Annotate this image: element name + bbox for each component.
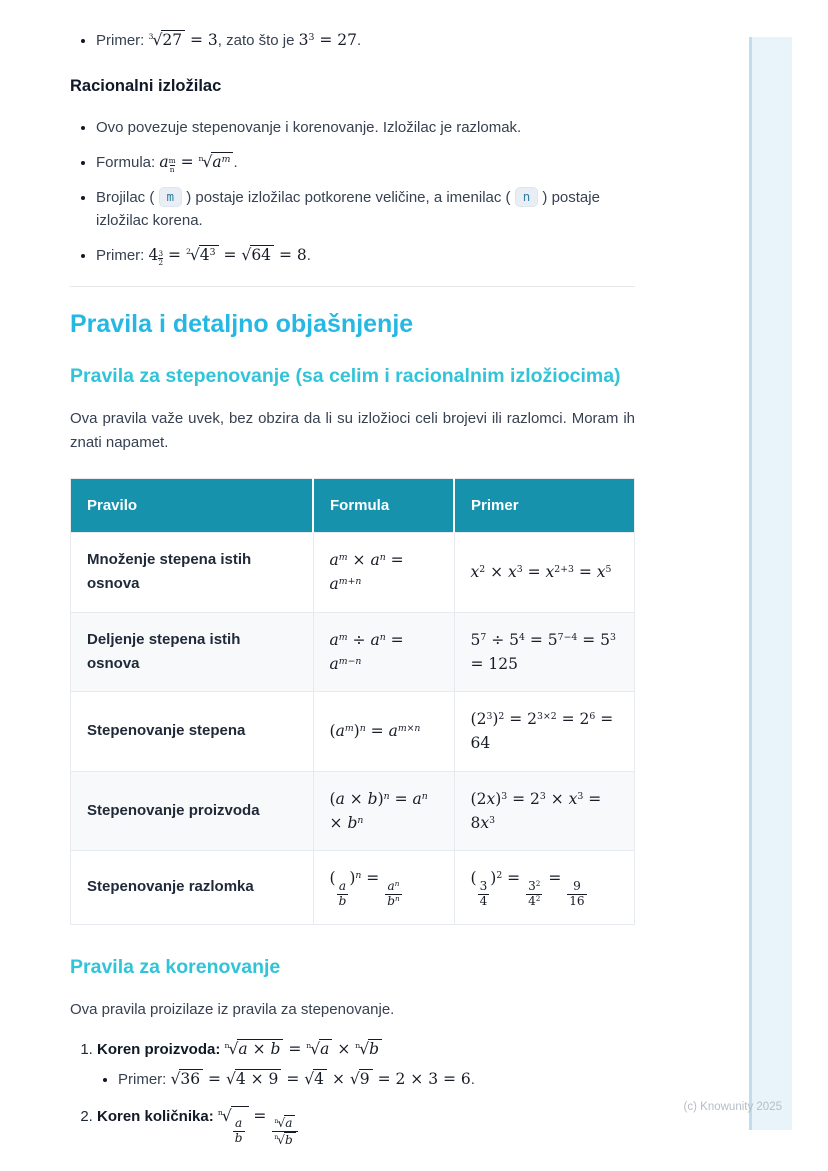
- radical: $^n√a^m$: [199, 153, 234, 171]
- fraction: $\frac{9}{16}$: [569, 878, 585, 908]
- math-expression: ( $\frac{3}{4}$ )$^2$ = $\frac{3^2}{4^2}$ = $\frac{9}{16}$: [471, 869, 588, 887]
- math-expression: $(a \times b)^n = a^n \times b^n$: [329, 789, 428, 832]
- rule-formula-cell: [313, 851, 454, 924]
- rule-formula-cell: [313, 533, 454, 613]
- radical-sign-icon: √: [241, 246, 252, 265]
- table-header-row: [71, 478, 635, 532]
- list-item: [118, 1067, 635, 1091]
- rule-name: Množenje stepena istih osnova: [87, 551, 252, 593]
- rule-primer-cell: [454, 533, 634, 613]
- rule-primer-cell: [454, 771, 634, 851]
- math-expression: $x^2 \times x^3 = x^{2+3} = x^5$: [470, 563, 612, 582]
- table-header-formula: Formula: [313, 478, 454, 532]
- rich-text: [97, 1106, 299, 1148]
- radical: $^n$√a: [275, 1116, 296, 1130]
- rich-text: [97, 1041, 382, 1058]
- math-expression: $5^7 \div 5^4 = 5^{7-4} = 5^3 = 125$: [470, 630, 616, 673]
- intro-bullet-list: [70, 28, 635, 52]
- table-body: [71, 533, 635, 924]
- math-expression: $a^m \times a^n = a^{m+n}$: [329, 551, 404, 594]
- radical-sign-icon: √: [225, 1070, 236, 1089]
- math-expression: a $\frac{m}{n}$ = $^n√a^m$: [159, 153, 233, 171]
- section-divider: [70, 286, 635, 287]
- table-header-primer: Primer: [454, 478, 634, 532]
- section-heading-racionalni-izlozilac: Racionalni izložilac: [70, 77, 222, 96]
- list-item: [97, 1037, 635, 1092]
- fraction: $\frac{a^n}{b^n}$: [387, 878, 400, 908]
- subsection-heading-korenovanje: Pravila za korenovanje: [70, 955, 281, 978]
- rule-formula-cell: [313, 771, 454, 851]
- list-item: [96, 150, 635, 175]
- rule-name: Stepenovanje stepena: [87, 722, 246, 740]
- korenovanje-numbered-list: [70, 1037, 635, 1148]
- math-expression: √36 = √4 × 9 = √4 × √9 = 2 × 3 = 6: [170, 1070, 471, 1089]
- radical: $^2√4^3$: [186, 246, 219, 264]
- math-expression: $(2^3)^2 = 2^{3\times 2} = 2^6 = 64$: [470, 710, 614, 753]
- radical: $^3$√27: [149, 31, 186, 49]
- rule-primer-cell: [454, 851, 634, 924]
- fraction: $\frac{a}{b}$: [234, 1116, 243, 1146]
- fraction: $\frac{a}{b}$: [338, 878, 347, 908]
- radical-sign-icon: √: [310, 1040, 321, 1059]
- rule-name-cell: [71, 851, 314, 924]
- radical-sign-icon: √: [304, 1070, 315, 1089]
- radical-sign-icon: √: [359, 1040, 370, 1059]
- radical: $^n$√ $\frac{a}{b}$: [218, 1107, 249, 1125]
- rich-text: Primer: $^3$√27 = 3, zato što je $3^3 = 27$.: [96, 31, 362, 49]
- rule-name: Stepenovanje proizvoda: [87, 801, 260, 819]
- table-row: [71, 771, 635, 851]
- rich-text: Primer: √36 = √4 × 9 = √4 × √9 = 2 × 3 = 6.: [118, 1070, 475, 1089]
- exponent-fraction: $\frac{m}{n}$: [168, 155, 176, 175]
- radical: √4 × 9: [226, 1070, 281, 1088]
- rule-name: Deljenje stepena istih osnova: [87, 630, 241, 672]
- math-expression: $3^3 = 27$: [298, 31, 358, 49]
- bold-label: Koren količnika:: [97, 1107, 218, 1125]
- math-expression: $^3$√27 = 3: [148, 31, 218, 49]
- subsection-heading-stepenovanje: Pravila za stepenovanje (sa celim i racionalnim izložiocima): [70, 365, 621, 388]
- radical-sign-icon: √: [189, 246, 200, 265]
- right-margin-stripe: [749, 37, 792, 1130]
- math-expression: ( $\frac{a}{b}$ )$^n$ = $\frac{a^n}{b^n}$: [330, 869, 403, 887]
- rule-name-cell: [71, 692, 314, 772]
- rule-name: Stepenovanje razlomka: [87, 878, 254, 896]
- inline-code-badge: m: [159, 187, 183, 208]
- rich-text: Primer: 4 $\frac{3}{2}$ = $^2√4^3 = √64 = 8$.: [96, 246, 311, 268]
- rule-primer-cell: [454, 692, 634, 772]
- rule-name-cell: [71, 612, 314, 692]
- list-item: [96, 116, 635, 139]
- rich-text: Formula: a $\frac{m}{n}$ = $^n√a^m$ .: [96, 153, 238, 175]
- inline-code-badge: n: [515, 187, 539, 208]
- radical-sign-icon: √: [170, 1070, 181, 1089]
- paragraph-korenovanje-intro: Ova pravila proizilaze iz pravila za stepenovanje.: [70, 1000, 395, 1018]
- list-item: [96, 243, 635, 268]
- rich-text: Brojilac ( m ) postaje izložilac potkorene veličine, a imenilac ( n ) postaje izložilac korena.: [96, 188, 600, 229]
- radical: $^n$√b: [355, 1040, 382, 1058]
- radical-sign-icon: √: [228, 1040, 239, 1059]
- radical: √64: [241, 246, 274, 264]
- radical-sign-icon: √: [152, 31, 163, 49]
- paragraph-stepenovanje-intro: Ova pravila važe uvek, bez obzira da li su izložioci celi brojevi ili razlomci. Moram ih znati napamet.: [70, 410, 635, 451]
- rules-table: [70, 478, 635, 925]
- fraction: $\frac{3}{4}$: [479, 878, 488, 908]
- math-expression: 4 $\frac{3}{2}$ = $^2√4^3 = √64 = 8$: [148, 246, 307, 268]
- fraction: [271, 1115, 298, 1148]
- table-row: [71, 612, 635, 692]
- radical: √9: [350, 1070, 373, 1088]
- table-row: [71, 851, 635, 924]
- radical-sign-icon: √: [202, 153, 213, 172]
- radical-sign-icon: √: [277, 1116, 286, 1131]
- radical: $^n$√a: [306, 1040, 332, 1058]
- radical-sign-icon: √: [349, 1070, 360, 1089]
- radical: √4: [304, 1070, 327, 1088]
- radical: √36: [171, 1070, 204, 1088]
- list-item: [97, 1104, 635, 1148]
- bold-label: Koren proizvoda:: [97, 1041, 225, 1059]
- math-expression: $(2x)^3 = 2^3 \times x^3 = 8x^3$: [470, 789, 602, 832]
- radical-sign-icon: √: [221, 1106, 232, 1125]
- rich-text: Ovo povezuje stepenovanje i korenovanje. Izložilac je razlomak.: [96, 118, 522, 136]
- list-item: [96, 28, 635, 52]
- math-expression: $(a^m)^n = a^{m\times n}$: [329, 722, 421, 741]
- racionalni-bullet-list: [70, 116, 635, 268]
- table-header-pravilo: Pravilo: [71, 478, 314, 532]
- nested-bullet-list: [97, 1067, 635, 1091]
- radical: $^n$√a × b: [225, 1040, 284, 1058]
- exponent-fraction: $\frac{3}{2}$: [158, 248, 164, 268]
- rule-name-cell: [71, 533, 314, 613]
- radical-sign-icon: √: [277, 1133, 285, 1148]
- math-expression: $^n$√ $\frac{a}{b}$ = $\frac{^n√a}{^n√b}$: [218, 1107, 299, 1125]
- table-row: [71, 692, 635, 772]
- table-row: [71, 533, 635, 613]
- rule-formula-cell: [313, 692, 454, 772]
- page-title: Pravila i detaljno objašnjenje: [70, 309, 414, 338]
- rule-formula-cell: [313, 612, 454, 692]
- math-expression: $a^m \div a^n = a^{m-n}$: [329, 630, 404, 673]
- math-expression: $^n$√a × b = $^n$√a × $^n$√b: [225, 1040, 383, 1058]
- rule-name-cell: [71, 771, 314, 851]
- copyright-footer: (c) Knowunity 2025: [683, 1101, 782, 1113]
- page-content: [70, 0, 635, 1148]
- radical: $^n$√b: [274, 1133, 295, 1147]
- fraction: $\frac{3^2}{4^2}$: [528, 878, 541, 908]
- rule-primer-cell: [454, 612, 634, 692]
- list-item: [96, 186, 635, 233]
